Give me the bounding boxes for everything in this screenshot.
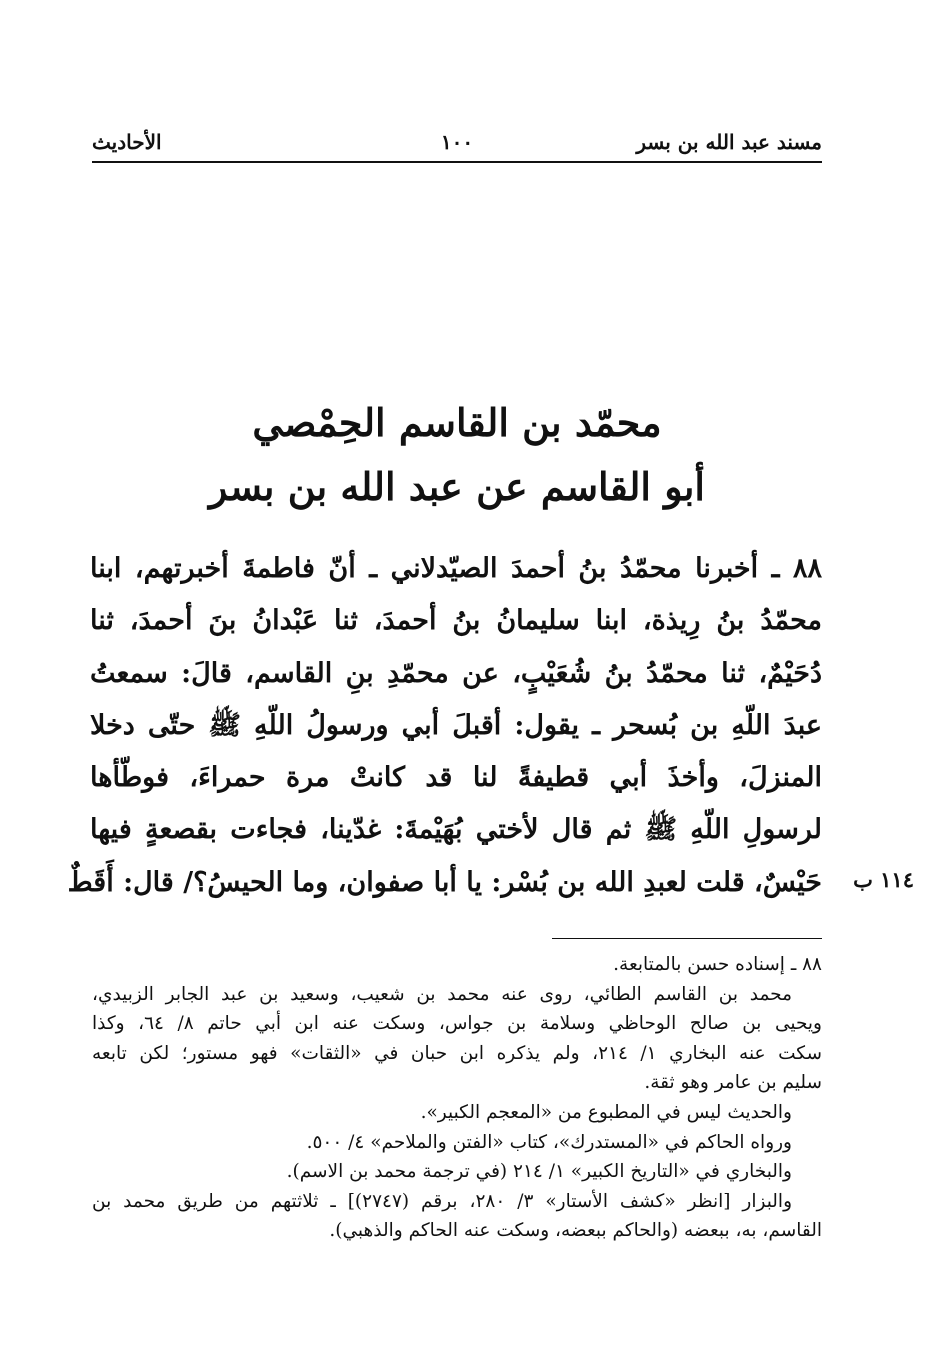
- footnote-rule: [552, 938, 822, 939]
- footnote-line: ويحيى بن صالح الوحاظي وسلامة بن جواس، وسكت عنه ابن أبي حاتم ٨/ ٦٤، وكذا: [92, 1013, 822, 1035]
- chapter-title-narrator: محمّد بن القاسم الحِمْصي: [252, 400, 662, 445]
- footnotes: [92, 950, 822, 1246]
- footnote-line: محمد بن القاسم الطائي، روى عنه محمد بن شعيب، وسعيد بن عبد الجابر الزبيدي،: [92, 983, 792, 1005]
- hadith-line: حَيْسٌ، قلت لعبدِ الله بن بُسْر: يا أبا صفوان، وما الحيسُ؟/ قال: أَقَطٌ: [67, 866, 822, 898]
- running-header-section: الأحاديث: [92, 130, 162, 154]
- hadith-text: [67, 543, 822, 909]
- running-header-book-title: مسند عبد الله بن بسر: [636, 130, 822, 154]
- hadith-line: المنزلَ، وأخذَ أبي قطيفةً لنا قد كانتْ مرة حمراءَ، فوطّأها: [90, 762, 822, 794]
- footnote-line: سليم بن عامر وهو ثقة.: [644, 1072, 822, 1094]
- footnote-line: القاسم، به، ببعضه (والحاكم ببعضه، وسكت عنه الحاكم والذهبي).: [329, 1220, 822, 1242]
- footnote-line: سكت عنه البخاري ١/ ٢١٤، ولم يذكره ابن حبان في «الثقات» فهو مستور؛ لكن تابعه: [92, 1042, 822, 1064]
- running-header: [92, 126, 822, 160]
- page-number: ١٠٠: [440, 130, 474, 154]
- footnote-line: والبخاري في «التاريخ الكبير» ١/ ٢١٤ (في ترجمة محمد بن الاسم).: [286, 1161, 792, 1183]
- hadith-line: دُحَيْمٌ، ثنا محمّدُ بنُ شُعَيْبٍ، عن محمّدِ بنِ القاسم، قالَ: سمعتُ: [90, 657, 822, 689]
- chapter-title-kunya: أبو القاسم عن عبد الله بن بسر: [209, 464, 705, 509]
- manuscript-folio-note: ١١٤ ب: [853, 867, 914, 892]
- footnote-line: ورواه الحاكم في «المستدرك»، كتاب «الفتن والملاحم» ٤/ ٥٠٠.: [306, 1131, 792, 1153]
- footnote-line: ٨٨ ـ إسناده حسن بالمتابعة.: [613, 954, 822, 975]
- hadith-line: لرسولِ اللّهِ ﷺ ثم قال لأختي بُهَيْمةَ: غدّينا، فجاءت بقصعةٍ فيها: [90, 814, 822, 846]
- footnote-line: والبزار [انظر «كشف الأستار» ٣/ ٢٨٠، برقم (٢٧٤٧)] ـ ثلاثتهم من طريق محمد بن: [92, 1190, 792, 1212]
- hadith-line: ٨٨ ـ أخبرنا محمّدُ بنُ أحمدَ الصيّدلاني ـ أنّ فاطمةَ أخبرتهم، ابنا: [90, 553, 822, 584]
- header-rule: [92, 161, 822, 163]
- footnote-line: والحديث ليس في المطبوع من «المعجم الكبير».: [420, 1101, 792, 1123]
- hadith-line: محمّدُ بنُ رِيذة، ابنا سليمانُ بنُ أحمدَ، ثنا عَبْدانُ بنَ أحمدَ، ثنا: [90, 605, 822, 637]
- hadith-line: عبدَ اللّهِ بن بُسحر ـ يقول: أقبلَ أبي ورسولُ اللّهِ ﷺ حتّى دخلا: [90, 709, 822, 741]
